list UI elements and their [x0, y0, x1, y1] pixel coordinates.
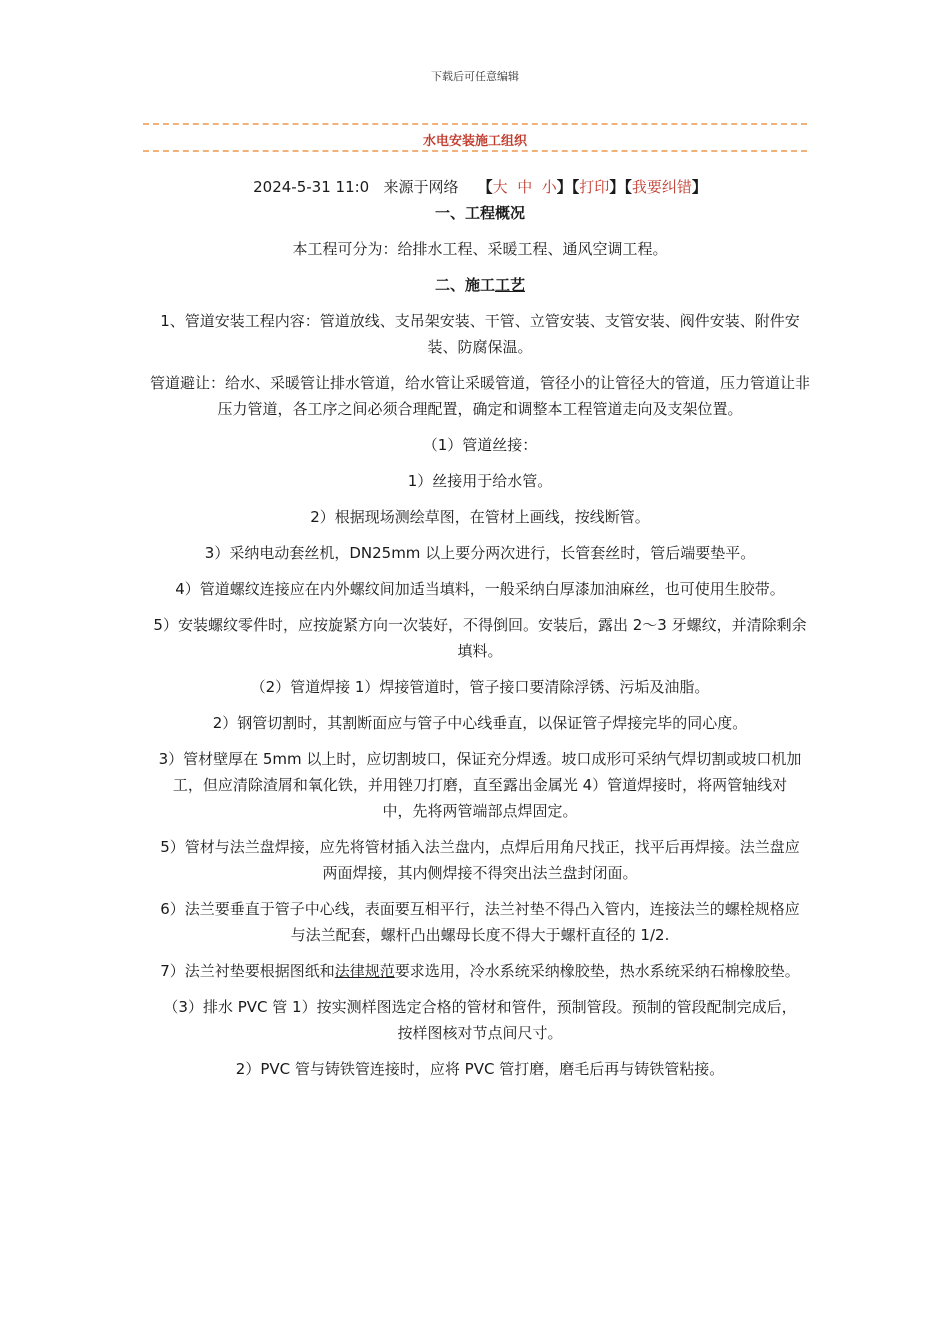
paragraph-14-end: 要求选用，冷水系统采纳橡胶垫，热水系统采纳石棉橡胶垫。: [394, 962, 800, 980]
font-size-medium-link[interactable]: 中: [517, 178, 533, 196]
document-title: 水电安装施工组织: [422, 134, 527, 149]
paragraph-7: 4）管道螺纹连接应在内外螺纹间加适当填料，一般采纳白厚漆加油麻丝，也可使用生胶带。: [175, 580, 785, 598]
publish-date: 2024-5-31 11:0: [253, 178, 370, 196]
paragraph-4: 1）丝接用于给水管。: [407, 472, 553, 490]
process-heading-link[interactable]: 工艺: [495, 276, 526, 294]
bottom-divider: [143, 150, 807, 152]
paragraph-6: 3）采纳电动套丝机，DN25mm 以上要分两次进行，长管套丝时，管后端要垫平。: [204, 544, 756, 562]
paragraph-2: 管道避让：给水、采暖管让排水管道，给水管让采暖管道，管径小的让管径大的管道，压力管道让非压力管道，各工序之间必须合理配置，确定和调整本工程管道走向及支架位置。: [149, 374, 810, 418]
paragraph-13: 6）法兰要垂直于管子中心线，表面要互相平行，法兰衬垫不得凸入管内，连接法兰的螺栓规格应与法兰配套，螺杆凸出螺母长度不得大于螺杆直径的 1/2.: [160, 900, 800, 944]
print-link[interactable]: 打印: [579, 178, 610, 196]
source-label: 来源于网络: [383, 178, 459, 196]
top-divider: [143, 123, 807, 125]
paragraph-11: 3）管材壁厚在 5mm 以上时，应切割坡口，保证充分焊透。坡口成形可采纳气焊切割或坡口机加工，但应清除渣屑和氧化铁，并用锉刀打磨，直至露出金属光 4）管道焊接时，将两管轴线对中，先将两管端部点焊固定。: [158, 750, 802, 820]
article-body: [148, 174, 812, 1092]
paragraph-16: 2）PVC 管与铸铁管连接时，应将 PVC 管打磨，磨毛后再与铸铁管粘接。: [235, 1060, 725, 1078]
paragraph-10: 2）钢管切割时，其割断面应与管子中心线垂直，以保证管子焊接完毕的同心度。: [212, 714, 748, 732]
paragraph-9: （2）管道焊接 1）焊接管道时，管子接口要清除浮锈、污垢及油脂。: [250, 678, 710, 696]
paragraph-5: 2）根据现场测绘草图，在管材上画线，按线断管。: [310, 508, 650, 526]
paragraph-1: 1、管道安装工程内容：管道放线、支吊架安装、干管、立管安装、支管安装、阀件安装、附件安装、防腐保温。: [160, 312, 800, 356]
report-error-link[interactable]: 我要纠错: [631, 178, 692, 196]
font-size-large-link[interactable]: 大: [492, 178, 508, 196]
overview-text: 本工程可分为：给排水工程、采暖工程、通风空调工程。: [292, 240, 668, 258]
article-meta: 2024-5-31 11:0 来源于网络 【大 中 小】【打印】【我要纠错】: [253, 178, 707, 196]
paragraph-14: [148, 958, 812, 984]
paragraph-8: 5）安装螺纹零件时，应按旋紧方向一次装好，不得倒回。安装后，露出 2～3 牙螺纹，并清除剩余填料。: [153, 616, 807, 660]
section-heading-overview: 一、工程概况: [434, 204, 525, 222]
section-heading-process: [148, 272, 812, 298]
paragraph-15: （3）排水 PVC 管 1）按实测样图选定合格的管材和管件，预制管段。预制的管段配制完成后，按样图核对节点间尺寸。: [163, 998, 797, 1042]
header-note: 下载后可任意编辑: [431, 70, 519, 83]
process-heading-prefix: 二、施工: [434, 276, 495, 294]
paragraph-3: （1）管道丝接：: [422, 436, 538, 454]
legal-standard-link[interactable]: 法律规范: [334, 962, 395, 980]
paragraph-14-start: 7）法兰衬垫要根据图纸和: [160, 962, 335, 980]
font-size-small-link[interactable]: 小: [541, 178, 557, 196]
paragraph-12: 5）管材与法兰盘焊接，应先将管材插入法兰盘内，点焊后用角尺找正，找平后再焊接。法兰盘应两面焊接，其内侧焊接不得突出法兰盘封闭面。: [160, 838, 800, 882]
